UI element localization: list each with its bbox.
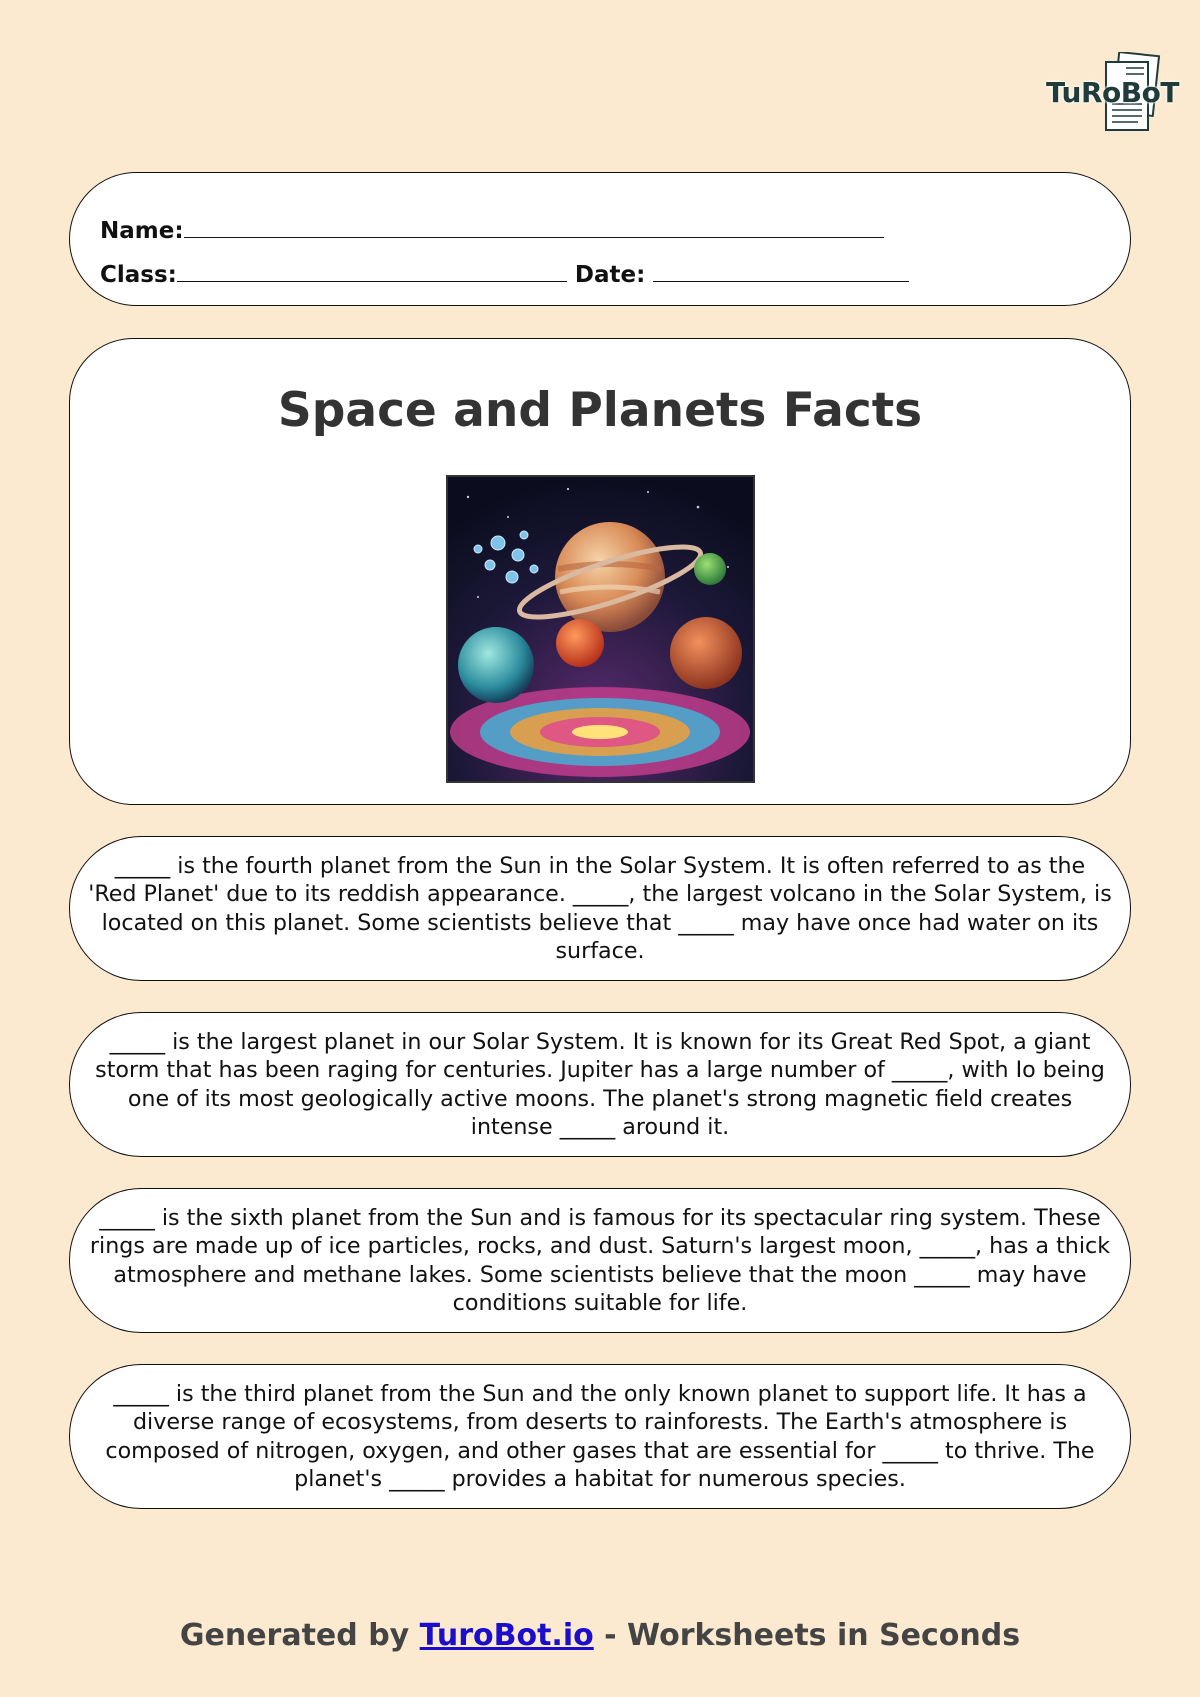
worksheet-title: Space and Planets Facts (277, 383, 923, 438)
paragraph-mars (69, 836, 1131, 981)
logo-text: TuRoBoT (1046, 76, 1179, 109)
turobot-link[interactable]: TuroBot.io (419, 1618, 594, 1653)
paragraph-text: _____ is the third planet from the Sun and the only known planet to support life. It has a diverse range of ecosystems, from deserts to rainforests. The Earth's atmosphere is composed of nitrogen, oxygen, and other gases that are essential for _____ to thrive. The planet's _____ provides a habitat for numerous species. (105, 1381, 1095, 1492)
paragraph-text: _____ is the sixth planet from the Sun and is famous for its spectacular ring system. These rings are made up of ice particles, rocks, and dust. Saturn's largest moon, _____, has a thick atmosphere and methane lakes. Some scientists believe that the moon _____ may have conditions suitable for life. (89, 1205, 1111, 1316)
date-blank[interactable] (653, 259, 909, 282)
name-label: Name: (100, 218, 184, 244)
paragraph-saturn (69, 1188, 1131, 1333)
class-blank[interactable] (177, 259, 567, 282)
footer (0, 1618, 1200, 1653)
title-box (69, 338, 1131, 805)
paragraph-earth (69, 1364, 1131, 1509)
footer-suffix: - Worksheets in Seconds (593, 1618, 1021, 1653)
planets-image (448, 477, 753, 781)
paragraph-jupiter (69, 1012, 1131, 1157)
name-blank[interactable] (184, 215, 884, 238)
name-row (100, 209, 1130, 253)
student-info-box (69, 172, 1131, 306)
class-date-row (100, 253, 1130, 297)
paragraph-text: _____ is the largest planet in our Solar System. It is known for its Great Red Spot, a giant storm that has been raging for centuries. Jupiter has a large number of _____, with Io being one of its most geologically active moons. The planet's strong magnetic field creates intense _____ around it. (95, 1029, 1105, 1140)
class-label: Class: (100, 262, 177, 288)
footer-prefix: Generated by (179, 1618, 420, 1653)
date-label: Date: (574, 262, 646, 288)
space-illustration (446, 475, 755, 783)
turobot-logo (1046, 52, 1179, 138)
paragraph-text: _____ is the fourth planet from the Sun in the Solar System. It is often referred to as the 'Red Planet' due to its reddish appearance. _____, the largest volcano in the Solar System, is located on this planet. Some scientists believe that _____ may have once had water on its surface. (88, 853, 1112, 964)
